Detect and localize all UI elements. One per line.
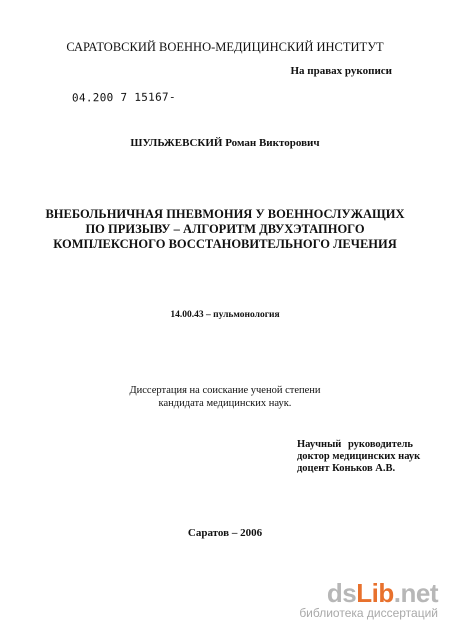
specialty-code: 14.00.43 – пульмонология (170, 310, 280, 320)
author-name: ШУЛЬЖЕВСКИЙ Роман Викторович (130, 137, 320, 149)
title-line: КОМПЛЕКСНОГО ВОССТАНОВИТЕЛЬНОГО ЛЕЧЕНИЯ (53, 237, 397, 251)
city-year: Саратов – 2006 (187, 527, 263, 539)
supervisor-word: руководитель (347, 439, 413, 450)
supervisor-word: Научный (297, 439, 342, 450)
degree-statement (0, 384, 450, 410)
dissertation-title (0, 207, 450, 252)
title-line: ВНЕБОЛЬНИЧНАЯ ПНЕВМОНИЯ У ВОЕННОСЛУЖАЩИХ (45, 207, 405, 221)
manuscript-rights-note: На правах рукописи (290, 65, 392, 77)
degree-line: Диссертация на соискание ученой степени (129, 385, 321, 396)
supervisor-heading (297, 439, 413, 451)
dslib-watermark[interactable] (299, 580, 438, 620)
institute-name: САРАТОВСКИЙ ВОЕННО-МЕДИЦИНСКИЙ ИНСТИТУТ (66, 40, 384, 54)
degree-line: кандидата медицинских наук. (158, 398, 292, 409)
dslib-subtitle: библиотека диссертаций (299, 606, 438, 620)
dslib-logo: dsLib.net (326, 578, 438, 608)
title-line: ПО ПРИЗЫВУ – АЛГОРИТМ ДВУХЭТАПНОГО (85, 222, 365, 236)
supervisor-name: доцент Коньков А.В. (297, 463, 396, 474)
supervisor-degree: доктор медицинских наук (297, 451, 421, 462)
registration-stamp-number: 04.200 7 15167- (71, 90, 176, 105)
supervisor-block (297, 439, 421, 475)
